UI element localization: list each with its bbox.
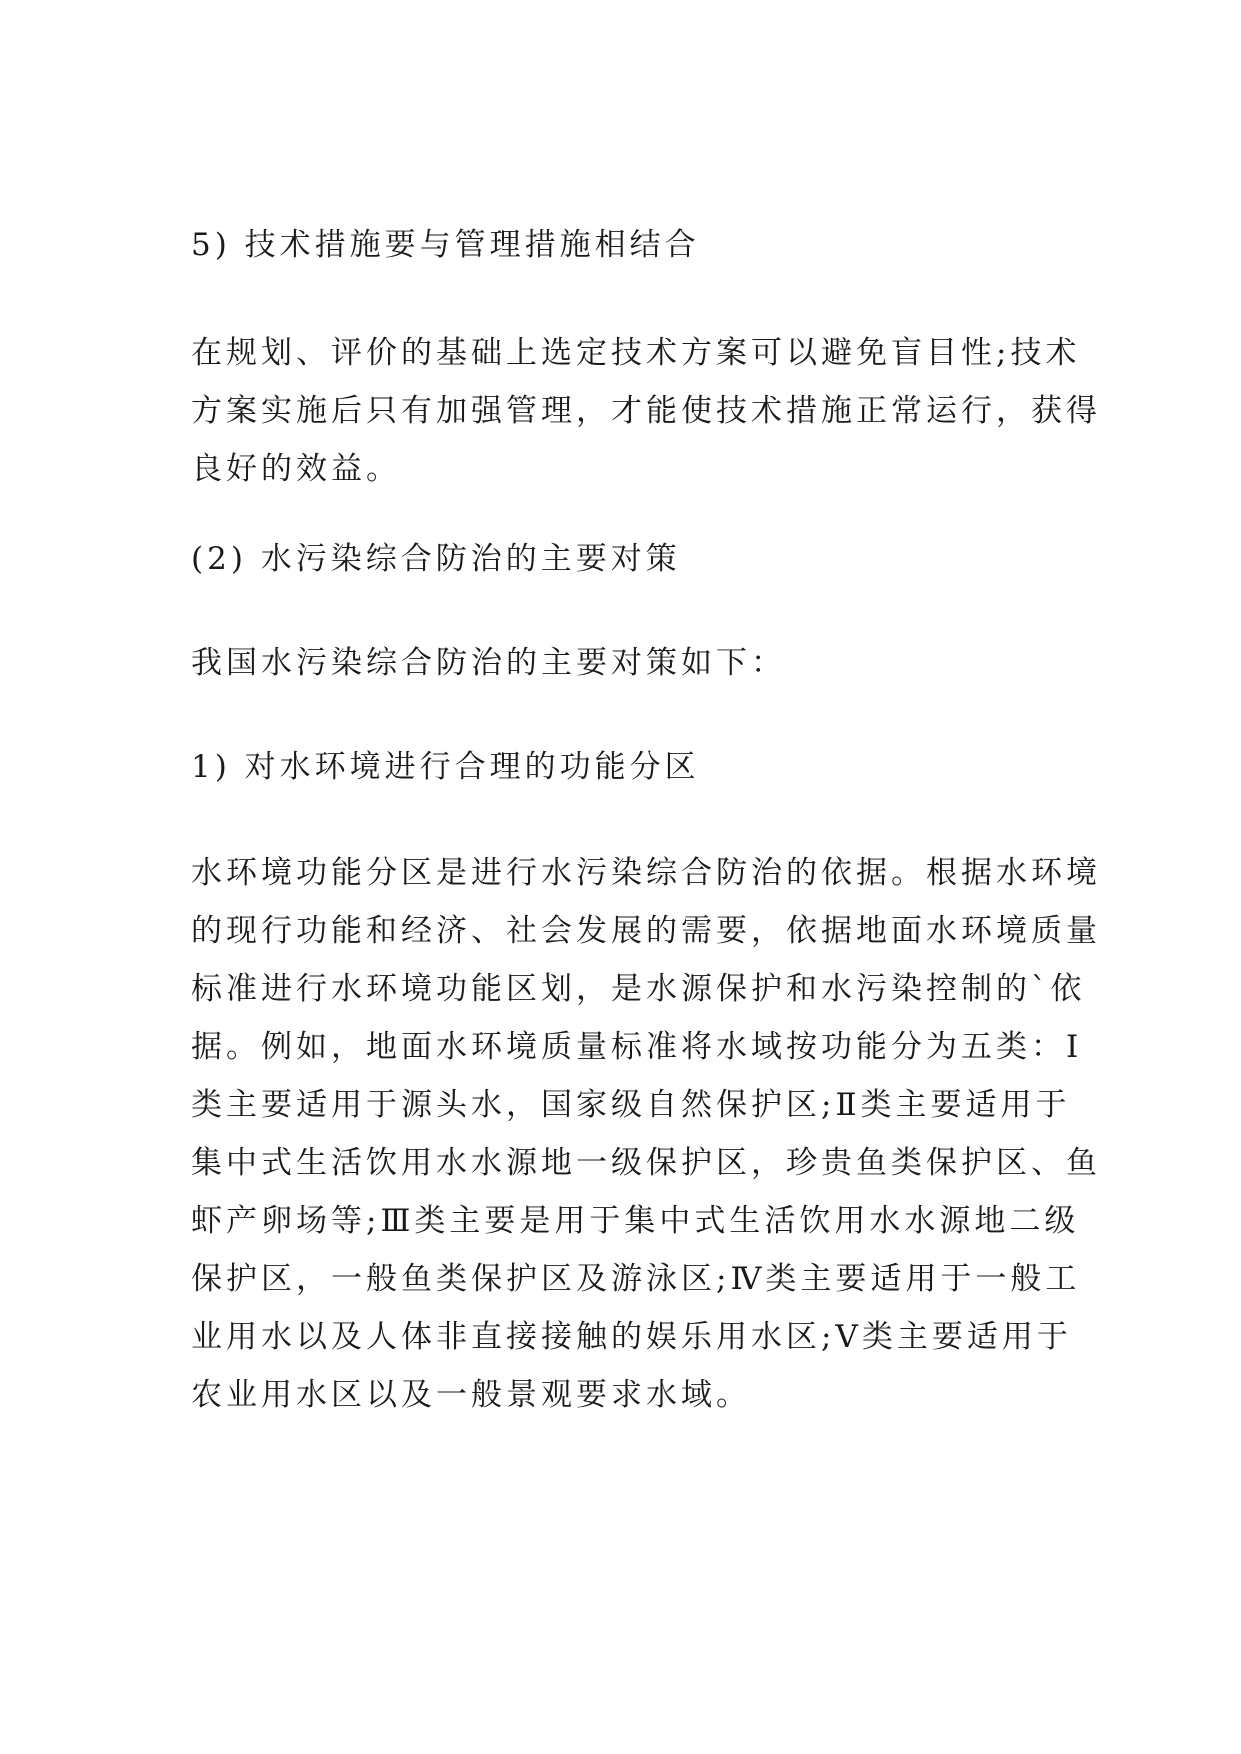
paragraph-line: 良好的效益。: [191, 451, 401, 487]
paragraph-line: 业用水以及人体非直接接触的娱乐用水区;Ⅴ类主要适用于: [191, 1319, 1072, 1355]
intro-text: 我国水污染综合防治的主要对策如下：: [191, 645, 786, 681]
heading-text: 5) 技术措施要与管理措施相结合: [191, 227, 700, 263]
paragraph-line: 农业用水区以及一般景观要求水域。: [191, 1377, 751, 1413]
heading-text: (2) 水污染综合防治的主要对策: [191, 541, 681, 577]
paragraph-line: 集中式生活饮用水水源地一级保护区，珍贵鱼类保护区、鱼: [191, 1145, 1101, 1181]
paragraph-line: 虾产卵场等;Ⅲ类主要是用于集中式生活饮用水水源地二级: [191, 1203, 1080, 1239]
paragraph-line: 标准进行水环境功能区划，是水源保护和水污染控制的`依: [191, 971, 1086, 1007]
paragraph-line: 的现行功能和经济、社会发展的需要，依据地面水环境质量: [191, 913, 1101, 949]
paragraph-water-function-zoning: [191, 844, 1101, 1424]
paragraph-line: 据。例如，地面水环境质量标准将水域按功能分为五类：Ⅰ: [191, 1029, 1083, 1065]
paragraph-line: 保护区，一般鱼类保护区及游泳区;Ⅳ类主要适用于一般工: [191, 1261, 1081, 1297]
paragraph-technical-management: [191, 324, 1101, 498]
paragraph-line: 水环境功能分区是进行水污染综合防治的依据。根据水环境: [191, 855, 1101, 891]
paragraph-line: 类主要适用于源头水，国家级自然保护区;Ⅱ类主要适用于: [191, 1087, 1071, 1123]
section-heading-1: [191, 738, 1061, 796]
intro-line: [191, 634, 1061, 692]
paragraph-line: 方案实施后只有加强管理，才能使技术措施正常运行，获得: [191, 393, 1101, 429]
paragraph-line: 在规划、评价的基础上选定技术方案可以避免盲目性;技术: [191, 335, 1081, 371]
heading-text: 1) 对水环境进行合理的功能分区: [191, 749, 700, 785]
section-heading-5: [191, 216, 1061, 274]
section-heading-2: [191, 530, 1061, 588]
